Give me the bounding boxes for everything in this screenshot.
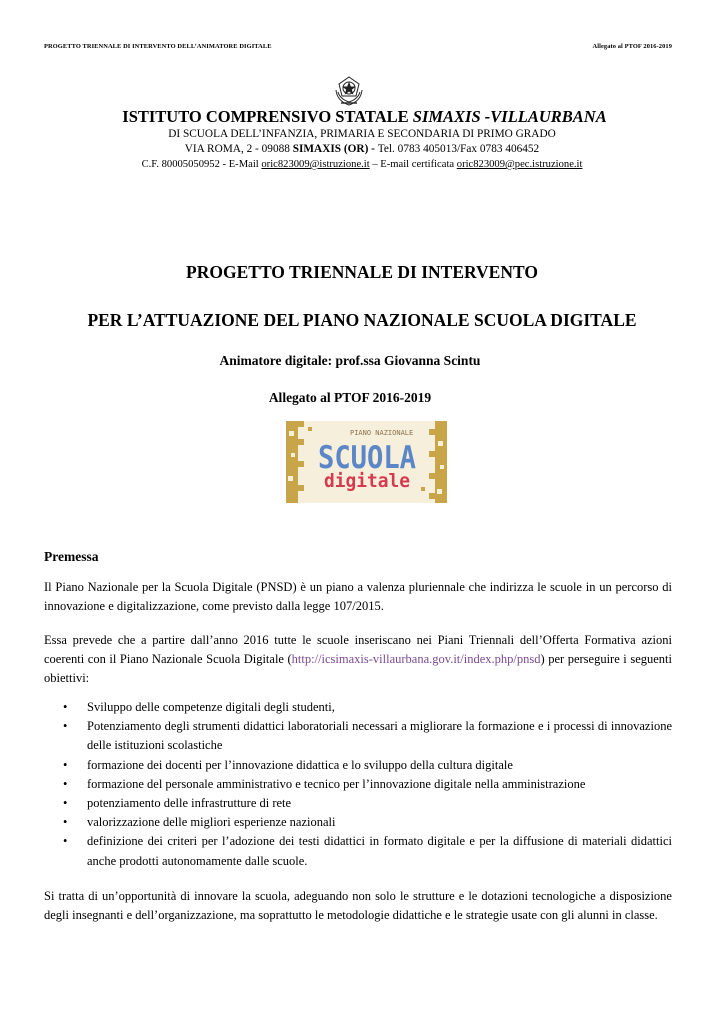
school-contacts: C.F. 80005050952 - E-Mail oric823009@istruzione.it – E-mail certificata oric823009@pec.istruzione.it xyxy=(141,159,583,170)
running-header-title: PROGETTO TRIENNALE DI INTERVENTO DELL’ANIMATORE DIGITALE xyxy=(44,43,272,50)
list-item: • formazione dei docenti per l’innovazione didattica e lo sviluppo della cultura digitale xyxy=(44,756,672,775)
document-title: PROGETTO TRIENNALE DI INTERVENTO xyxy=(186,262,538,282)
scuola-digitale-logo xyxy=(286,421,447,503)
list-item: • Potenziamento degli strumenti didattici laboratoriali necessari a migliorare la formazione e i processi di innovazione delle istituzioni scolastiche xyxy=(63,719,672,753)
paragraph-conclusion: Si tratta di un’opportunità di innovare la scuola, adeguando non solo le strutture e le dotazioni tecnologiche a disposizione degli insegnanti e dell’organizzazione, ma soprattutto le metodologie didattiche e le strategie usate con gli alunni in classe. xyxy=(44,889,672,923)
section-title: Premessa xyxy=(44,549,99,564)
school-name-location: SIMAXIS -VILLAURBANA xyxy=(412,107,607,126)
bullet-icon: • xyxy=(63,757,68,772)
bullet-icon: • xyxy=(63,815,68,830)
list-item: • potenziamento delle infrastrutture di rete xyxy=(44,794,672,813)
school-address: VIA ROMA, 2 - 09088 SIMAXIS (OR) - Tel. 0783 405013/Fax 0783 406452 xyxy=(184,143,540,155)
document-subtitle: PER L’ATTUAZIONE DEL PIANO NAZIONALE SCUOLA DIGITALE xyxy=(87,310,637,330)
bullet-icon: • xyxy=(63,834,68,849)
running-header xyxy=(44,43,672,55)
pec-email-link[interactable]: oric823009@pec.istruzione.it xyxy=(456,159,583,170)
list-item: • formazione del personale amministrativo e tecnico per l’innovazione digitale nella amministrazione xyxy=(44,775,672,794)
list-item: • Sviluppo delle competenze digitali degli studenti, xyxy=(44,698,672,717)
bullet-icon: • xyxy=(63,796,68,811)
school-letterhead xyxy=(0,107,724,172)
bullet-icon: • xyxy=(63,776,68,791)
pnsd-link[interactable]: http://icsimaxis-villaurbana.gov.it/index.php/pnsd xyxy=(291,652,541,667)
logo-word-digitale: digitale xyxy=(324,470,410,492)
email-link[interactable]: oric823009@istruzione.it xyxy=(261,159,370,170)
list-item: • definizione dei criteri per l’adozione dei testi didattici in formato digitale e per la diffusione di materiali didattici anche prodotti autonomamente dalle scuole. xyxy=(63,834,672,868)
running-header-attachment: Allegato al PTOF 2016-2019 xyxy=(592,43,672,50)
italian-republic-emblem-icon xyxy=(333,74,365,108)
paragraph-objectives: Essa prevede che a partire dall’anno 2016 tutte le scuole inseriscano nei Piani Triennali dell’Offerta Formativa azioni coerenti con il Piano Nazionale Scuola Digitale (http://icsimaxis-villaurbana.gov.it/index.php/pnsd) per perseguire i seguenti obiettivi: xyxy=(44,633,672,686)
school-levels: DI SCUOLA DELL’INFANZIA, PRIMARIA E SECONDARIA DI PRIMO GRADO xyxy=(168,128,556,140)
paragraph-intro: Il Piano Nazionale per la Scuola Digitale (PNSD) è un piano a valenza pluriennale che indirizza le scuole in un percorso di innovazione e digitalizzazione, come previsto dalla legge 107/2015. xyxy=(44,580,672,614)
goals-list xyxy=(44,698,672,871)
logo-word-scuola: SCUOLA xyxy=(318,440,417,476)
digital-animator: Animatore digitale: prof.ssa Giovanna Scintu xyxy=(219,353,481,368)
list-item: • valorizzazione delle migliori esperienze nazionali xyxy=(44,813,672,832)
ptof-attachment: Allegato al PTOF 2016-2019 xyxy=(268,390,432,405)
school-name: ISTITUTO COMPRENSIVO STATALE SIMAXIS -VILLAURBANA xyxy=(122,107,607,126)
bullet-icon: • xyxy=(63,700,68,714)
logo-top-text: PIANO NAZIONALE xyxy=(350,429,414,437)
bullet-icon: • xyxy=(63,719,68,734)
